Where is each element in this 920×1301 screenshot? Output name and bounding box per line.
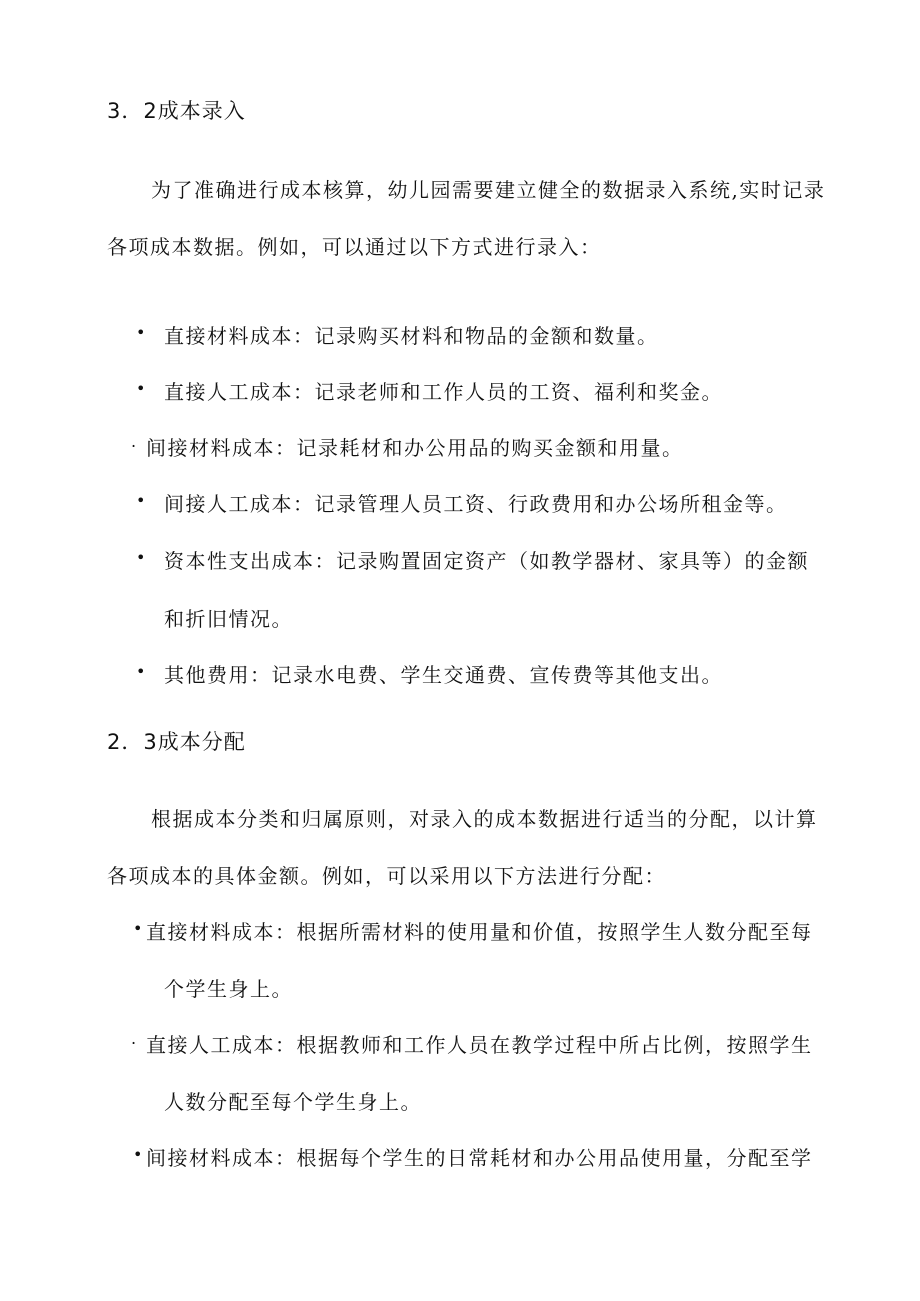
- list-bullet: •: [136, 662, 146, 681]
- list-bullet: .: [131, 1029, 137, 1048]
- list-item-direct-labor: 直接人工成本：记录老师和工作人员的工资、福利和奖金。: [164, 380, 723, 404]
- cost-entry-intro-paragraph: 为了准确进行成本核算，幼儿园需要建立健全的数据录入系统,实时记录各项成本数据。例如，可以通过以下方式进行录入：: [107, 178, 826, 259]
- list-item-continuation: 个学生身上。: [164, 977, 293, 1001]
- list-bullet: •: [136, 323, 146, 342]
- cost-allocation-intro-paragraph: 根据成本分类和归属原则，对录入的成本数据进行适当的分配，以计算各项成本的具体金额。例如，可以采用以下方法进行分配：: [107, 807, 818, 888]
- list-item-indirect-labor: 间接人工成本：记录管理人员工资、行政费用和办公场所租金等。: [164, 492, 788, 516]
- list-bullet: •: [133, 1145, 143, 1164]
- list-bullet: •: [136, 379, 146, 398]
- list-item-other-expenses: 其他费用：记录水电费、学生交通费、宣传费等其他支出。: [164, 663, 723, 687]
- section-heading-cost-entry: 3．2成本录入: [107, 99, 246, 123]
- list-bullet: •: [133, 919, 143, 938]
- list-item-indirect-material-allocation: 间接材料成本：根据每个学生的日常耗材和办公用品使用量，分配至学: [146, 1146, 813, 1170]
- list-item-direct-material-allocation: 直接材料成本：根据所需材料的使用量和价值，按照学生人数分配至每: [146, 920, 813, 944]
- list-item-capital-expenditure: 资本性支出成本：记录购置固定资产（如教学器材、家具等）的金额: [164, 549, 809, 573]
- list-item-direct-material: 直接材料成本：记录购买材料和物品的金额和数量。: [164, 324, 659, 348]
- list-item-continuation: 人数分配至每个学生身上。: [164, 1090, 422, 1114]
- list-bullet: •: [136, 491, 146, 510]
- list-item-indirect-material: 间接材料成本：记录耗材和办公用品的购买金额和用量。: [146, 436, 684, 460]
- list-item-direct-labor-allocation: 直接人工成本：根据教师和工作人员在教学过程中所占比例，按照学生: [146, 1033, 813, 1057]
- list-bullet: •: [136, 548, 146, 567]
- list-bullet: .: [131, 432, 137, 451]
- section-heading-cost-allocation: 2．3成本分配: [107, 730, 246, 754]
- list-item-continuation: 和折旧情况。: [164, 607, 293, 631]
